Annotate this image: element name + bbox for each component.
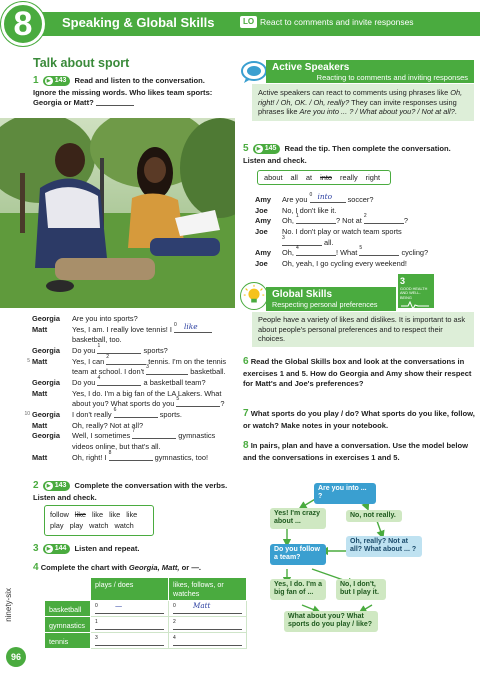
line-text: [72, 321, 238, 334]
dialogue-line: [22, 353, 238, 366]
text-segment: team at school. I don't: [72, 367, 147, 377]
word: watch: [89, 521, 109, 531]
line-text: [72, 449, 238, 462]
lo-badge: LO: [240, 16, 257, 28]
answer-blank[interactable]: [132, 428, 176, 439]
dialogue-line: [22, 364, 238, 377]
line-text: [282, 259, 470, 268]
audio-track-number: 143: [54, 77, 67, 84]
line-text: [72, 442, 238, 451]
unit-number-badge: 8: [1, 2, 45, 46]
line-number: 10: [24, 410, 30, 417]
line-number: [22, 335, 32, 344]
line-text: [282, 245, 470, 258]
cell-blank[interactable]: [95, 637, 164, 646]
row-label: gymnastics: [45, 617, 91, 633]
text-segment: ?: [220, 399, 225, 409]
speaker: Georgia: [32, 314, 60, 323]
speaker: Amy: [255, 248, 272, 258]
table-cell[interactable]: [169, 633, 247, 649]
word-row: [50, 520, 148, 531]
line-number: [22, 367, 32, 376]
sdg-goal-badge: [398, 274, 434, 308]
flow-node: Yes! I'm crazy about ...: [270, 508, 326, 529]
sdg-label: GOOD HEALTH AND WELL-BEING: [400, 286, 428, 300]
dialogue-line: [22, 421, 238, 430]
speaker: [32, 335, 72, 344]
cell-blank[interactable]: [173, 601, 242, 614]
blank-number: 5: [359, 245, 363, 252]
text-segment: Oh,: [282, 248, 296, 258]
answer-blank[interactable]: [146, 364, 188, 375]
answer-blank[interactable]: [97, 342, 141, 354]
line-text: [282, 227, 470, 236]
answer-blank[interactable]: [113, 406, 158, 418]
exercise-number: 4: [33, 562, 39, 573]
text-segment: or —.: [179, 563, 202, 572]
word: right: [365, 173, 381, 182]
exercise-instruction: Read the tip. Then complete the conversation. Listen and check.: [243, 144, 451, 165]
speaker: Amy: [255, 195, 272, 204]
play-icon: ▶: [255, 145, 263, 153]
dialogue-line: [22, 406, 238, 419]
text-segment: Oh, really? Not at all?: [72, 420, 144, 430]
line-number: 5: [27, 357, 30, 364]
word-row: [50, 509, 148, 520]
dialogue-line: [22, 449, 238, 462]
text-emphasis: Are you into ... ? / What about you? / Not at all?: [299, 107, 455, 117]
line-text: [72, 406, 238, 419]
text-emphasis: Oh, right! / Oh, OK. / Oh, really?: [258, 88, 463, 107]
global-skills-header: [266, 287, 396, 311]
blank-number: 1: [295, 213, 299, 220]
answer-blank[interactable]: [108, 449, 153, 461]
text-segment: tennis. I'm on the tennis: [146, 356, 227, 366]
text-segment: Oh, yeah, I go cycling every weekend!: [282, 258, 407, 268]
dialogue-georgia-matt: [22, 314, 238, 463]
answer-blank[interactable]: [295, 213, 336, 224]
answer-blank[interactable]: [97, 374, 141, 386]
flow-node-end: What about you? What sports do you play / like?: [284, 611, 378, 632]
section-title: Talk about sport: [33, 56, 130, 70]
line-text: [72, 421, 238, 430]
text-segment: cycling?: [399, 248, 429, 258]
example-answer: Matt: [193, 601, 211, 611]
text-emphasis: Georgia, Matt,: [128, 563, 180, 572]
text-segment: Are you into sports?: [72, 314, 138, 323]
dialogue-line: [255, 234, 470, 247]
speech-bubble-icon: [240, 60, 268, 84]
row-label: tennis: [45, 633, 91, 649]
audio-track-button[interactable]: [43, 544, 71, 554]
dialogue-line: [255, 213, 470, 226]
text-segment: basketball, too.: [72, 335, 122, 345]
text-segment: Oh, right! I: [72, 452, 109, 462]
word: like: [126, 510, 138, 519]
word: play: [50, 521, 64, 531]
table-cell[interactable]: [169, 601, 247, 617]
box-title: Active Speakers: [272, 62, 350, 73]
exercise-5: [243, 143, 473, 166]
active-speakers-header: [266, 60, 474, 83]
line-number: [22, 453, 32, 462]
speaker: [32, 442, 72, 451]
speaker: Matt: [32, 452, 48, 462]
flow-node: Do you follow a team?: [270, 544, 326, 565]
dialogue-line: [22, 321, 238, 334]
text-segment: ? Not at: [335, 216, 364, 226]
box-title: Global Skills: [272, 289, 333, 300]
blank-number: 3: [95, 635, 98, 642]
word: like: [92, 510, 104, 519]
line-text: [72, 428, 238, 441]
line-number: [22, 314, 32, 323]
text-segment: ! What: [335, 248, 360, 258]
dialogue-line: [255, 259, 470, 268]
answer-blank[interactable]: [176, 396, 220, 407]
audio-track-number: 143: [54, 482, 67, 489]
blank-number: 2: [106, 353, 110, 360]
answer-blank[interactable]: [106, 353, 146, 365]
flow-node: Oh, really? Not at all? What about ... ?: [346, 536, 422, 557]
speaker: Amy: [255, 216, 272, 226]
line-number: [22, 442, 32, 451]
text-segment: No, I don't like it.: [282, 205, 337, 215]
table-cell[interactable]: [169, 617, 247, 633]
exercise-number: 6: [243, 356, 249, 367]
exercise-number: 7: [243, 408, 249, 419]
blank-number: 3: [282, 234, 285, 241]
cell-blank[interactable]: [95, 601, 164, 614]
text-segment: Active speakers can react to comments using phrases like: [258, 88, 451, 97]
exercise-3: [33, 543, 140, 556]
blank-number: 2: [363, 213, 367, 220]
blank-number: 2: [173, 619, 176, 626]
speaker: Matt: [32, 356, 48, 366]
exercise-number: 8: [243, 440, 249, 451]
dialogue-line: [255, 192, 470, 204]
text-segment: sports?: [141, 345, 168, 355]
flow-node: No, not really.: [346, 510, 402, 522]
blank-number: 4: [295, 245, 299, 252]
exercise-instruction: Read the Global Skills box and look at the conversations in exercises 1 and 5. How do Georgia and Amy show their respect for Matt's and Joe's preferences?: [243, 357, 472, 388]
dialogue-line: [22, 389, 238, 398]
text-segment: Well, I sometimes: [72, 431, 133, 441]
blank-number: 3: [146, 364, 149, 371]
table-row: [45, 601, 247, 617]
word: like: [109, 510, 121, 519]
sdg-number: 3: [400, 276, 406, 286]
speaker: Georgia: [32, 409, 60, 419]
exercise-instruction: Complete the conversation with the verbs. Listen and check.: [33, 481, 228, 502]
answer-blank[interactable]: [96, 98, 134, 106]
conversation-flow-diagram: [262, 477, 474, 637]
word: play: [69, 521, 84, 531]
text-segment: Yes, I do. I'm a big fan of the LA Lakers. What: [72, 388, 222, 398]
speaker: Georgia: [32, 377, 60, 387]
heartbeat-icon: [400, 300, 430, 310]
line-text: [72, 314, 238, 323]
text-segment: videos online, but that's all.: [72, 441, 161, 451]
answer-blank[interactable]: [359, 245, 399, 256]
photo-illustration: [0, 118, 235, 308]
play-icon: ▶: [45, 482, 53, 490]
audio-track-number: 144: [54, 545, 67, 552]
exercise-instruction: Read and listen to the conversation. Ignore the missing words. Who likes team sports: Georgia or Matt?: [33, 76, 213, 107]
table-corner: [45, 578, 91, 601]
text-segment: about you? What sports do you: [72, 399, 177, 409]
audio-track-button[interactable]: [43, 481, 71, 491]
line-text: [282, 206, 470, 215]
table-row: [45, 633, 247, 649]
exercise-6: [243, 356, 475, 388]
blank-number: 4: [97, 374, 101, 381]
line-number: [22, 421, 32, 430]
exercise-8: [243, 440, 475, 463]
learning-objective: React to comments and invite responses: [260, 17, 414, 27]
text-segment: Complete the chart with: [40, 563, 129, 572]
answer-blank[interactable]: [282, 234, 322, 246]
global-skills-body: People have a variety of likes and dislikes. It is important to ask about people's personal preferences and to respect their choices.: [252, 312, 474, 347]
line-text: [72, 374, 238, 387]
box-subtitle: Respecting personal preferences: [272, 300, 378, 309]
speaker: Georgia: [32, 345, 60, 355]
line-text: [72, 396, 238, 409]
dialogue-line: [22, 374, 238, 387]
word-box-phrases: [257, 170, 391, 185]
lightbulb-icon: [240, 282, 268, 310]
text-segment: I don't really: [72, 409, 114, 419]
example-answer: —: [115, 601, 123, 611]
exercise-instruction: What sports do you play / do? What sports do you like, follow, or watch? Make notes in your notebook.: [243, 409, 475, 430]
photo-students-in-park: [0, 118, 235, 308]
exercise-instruction: Listen and repeat.: [74, 544, 140, 553]
dialogue-amy-joe: [255, 192, 470, 270]
blank-number: 0: [95, 603, 98, 610]
example-answer: like: [184, 321, 198, 331]
box-subtitle: Reacting to comments and inviting responses: [316, 73, 468, 82]
answer-blank[interactable]: [363, 213, 404, 224]
text-segment: Yes, I am. I really love tennis! I: [72, 324, 175, 334]
blank-number: 5: [176, 396, 180, 403]
text-segment: .: [454, 107, 457, 117]
line-text: [282, 234, 470, 247]
speaker: Joe: [255, 205, 268, 215]
answer-blank[interactable]: [295, 245, 336, 256]
exercise-number: 5: [243, 143, 249, 154]
dialogue-line: [255, 245, 470, 258]
dialogue-line: [255, 206, 470, 215]
table-cell[interactable]: [91, 601, 169, 617]
text-segment: Are you: [282, 195, 310, 204]
dialogue-line: [22, 342, 238, 355]
speaker: [32, 367, 72, 376]
text-segment: ?: [403, 216, 409, 226]
sports-chart-table: [44, 577, 247, 649]
text-segment: They can invite responses using phrases like: [258, 97, 457, 117]
exercise-instruction: In pairs, plan and have a conversation. Use the model below and the conversations in exercises 1 and 5.: [243, 441, 469, 462]
text-segment: soccer?: [345, 195, 374, 204]
answer-blank[interactable]: [174, 321, 212, 333]
exercise-number: 3: [33, 543, 39, 554]
speaker: [32, 399, 72, 408]
word-used: into: [320, 173, 332, 182]
column-header: plays / does: [91, 578, 169, 601]
blank-number: 0: [309, 192, 313, 198]
dialogue-line: [22, 396, 238, 409]
speaker: Joe: [255, 258, 268, 268]
exercise-instruction: [41, 563, 201, 572]
text-segment: Yes, I can: [72, 356, 107, 366]
blank-number: 1: [95, 619, 98, 626]
blank-number: 7: [132, 428, 136, 435]
line-text: [72, 353, 238, 366]
text-segment: all.: [322, 237, 334, 247]
text-segment: Oh,: [282, 216, 296, 226]
text-segment: Do you: [72, 345, 98, 355]
line-text: [72, 342, 238, 355]
blank-number: 8: [108, 449, 112, 456]
table-header-row: [45, 578, 247, 601]
exercise-number: 1: [33, 75, 39, 86]
answer-blank[interactable]: [309, 192, 346, 203]
column-header: likes, follows, or watches: [169, 578, 247, 601]
example-answer: into: [317, 192, 333, 201]
speaker: Joe: [255, 226, 268, 236]
exercise-4: [33, 562, 201, 575]
line-number: [22, 389, 32, 398]
speaker: Georgia: [32, 431, 60, 441]
cell-blank[interactable]: [173, 637, 242, 646]
row-label: basketball: [45, 601, 91, 617]
word: watch: [114, 521, 134, 531]
exercise-7: [243, 408, 475, 431]
line-text: [72, 389, 238, 398]
flow-node: No, I don't, but I play it.: [336, 579, 386, 600]
word: at: [305, 173, 313, 182]
line-number: [22, 399, 32, 408]
line-number: [22, 325, 32, 334]
page-title: Speaking & Global Skills: [62, 15, 215, 30]
blank-number: 0: [173, 603, 176, 610]
flow-node: Yes, I do. I'm a big fan of ...: [270, 579, 326, 600]
speaker: [255, 238, 282, 247]
audio-track-button[interactable]: [43, 76, 71, 86]
audio-track-button[interactable]: [253, 144, 281, 154]
page-number: 96: [6, 647, 26, 667]
word-used: like: [74, 510, 86, 519]
cell-blank[interactable]: [173, 621, 242, 630]
table-cell[interactable]: [91, 633, 169, 649]
line-number: [22, 378, 32, 387]
blank-number: 4: [173, 635, 176, 642]
cell-blank[interactable]: [95, 621, 164, 630]
text-segment: gymnastics, too!: [152, 452, 209, 462]
dialogue-line: [22, 442, 238, 451]
table-row: [45, 617, 247, 633]
play-icon: ▶: [45, 545, 53, 553]
dialogue-line: [22, 314, 238, 323]
audio-track-number: 145: [264, 145, 277, 152]
blank-number: 0: [174, 321, 177, 328]
text-segment: Do you: [72, 377, 98, 387]
line-number: [22, 431, 32, 440]
text-segment: a basketball team?: [141, 377, 206, 387]
exercise-2: [33, 480, 233, 503]
flow-node-start: Are you into ... ?: [314, 483, 376, 504]
line-text: [282, 192, 470, 204]
active-speakers-body: [252, 84, 474, 121]
dialogue-line: [22, 428, 238, 441]
page-number-words: ninety-six: [4, 588, 13, 622]
table-cell[interactable]: [91, 617, 169, 633]
speaker: Matt: [32, 388, 48, 398]
text-segment: sports.: [157, 409, 182, 419]
speaker: Matt: [32, 420, 48, 430]
word: all: [290, 173, 298, 182]
play-icon: ▶: [45, 77, 53, 85]
line-number: [22, 346, 32, 355]
text-segment: gymnastics: [176, 431, 216, 441]
word: follow: [50, 510, 69, 519]
blank-number: 6: [113, 406, 117, 413]
text-segment: basketball.: [188, 367, 226, 377]
word: really: [340, 173, 358, 182]
word-box-verbs: [44, 505, 154, 536]
blank-number: 1: [97, 342, 101, 349]
word: about: [264, 173, 283, 182]
exercise-number: 2: [33, 480, 39, 491]
speaker: Matt: [32, 324, 48, 334]
dialogue-line: [255, 227, 470, 236]
dialogue-line: [22, 335, 238, 344]
line-text: [282, 213, 470, 226]
exercise-1: [33, 75, 213, 107]
text-segment: No. I don't play or watch team sports: [282, 226, 402, 236]
